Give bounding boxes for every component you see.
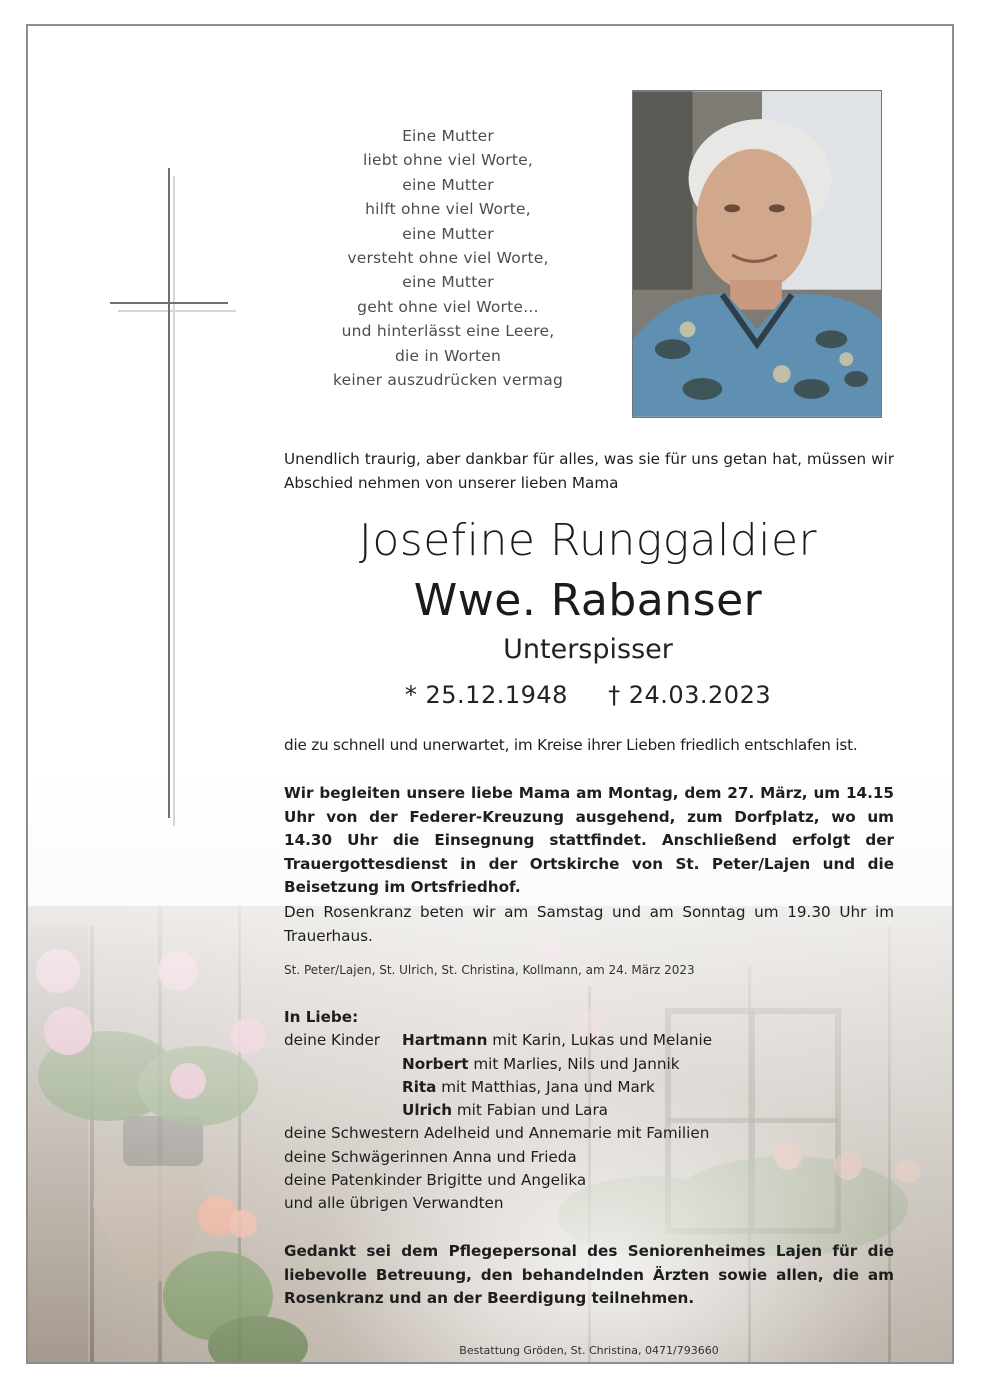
portrait-photo [632, 90, 882, 418]
poem-line: eine Mutter [402, 224, 494, 243]
deceased-married-name: Wwe. Rabanser [413, 575, 763, 626]
funeral-text: Wir begleiten unsere liebe Mama am Montag, dem 27. März, um 14.15 Uhr von der Federer-Kreuzung ausgehend, zum Dorfplatz, wo um 14.30 Uhr die Einsegnung stattfindet. Anschließend erfolgt der Trauergottesdienst in der Ortskirche von St. Peter/Lajen und die Beisetzung im Ortsfriedhof. [284, 784, 894, 896]
child-family: mit Matthias, Jana und Mark [436, 1077, 655, 1096]
child-family: mit Fabian und Lara [452, 1101, 608, 1120]
poem-line: versteht ohne viel Worte, [347, 249, 549, 268]
child-name: Norbert [402, 1054, 469, 1073]
child-family: mit Karin, Lukas und Melanie [487, 1031, 713, 1050]
poem-line: und hinterlässt eine Leere, [341, 322, 555, 341]
obituary-card [26, 24, 954, 1364]
poem-line: eine Mutter [402, 175, 494, 194]
poem-line: keiner auszudrücken vermag [333, 371, 563, 390]
thanks-text: Gedankt sei dem Pflegepersonal des Seniorenheimes Lajen für die liebevolle Betreuung, den behandelnden Ärzten sowie allen, die am Rosenkranz und an der Beerdigung teilnehmen. [284, 1242, 894, 1307]
poem [298, 124, 598, 392]
relative-entry: deine Patenkinder Brigitte und Angelika [284, 1171, 587, 1190]
child-name: Ulrich [402, 1101, 453, 1120]
child-family: mit Marlies, Nils und Jannik [468, 1054, 680, 1073]
passing-text: die zu schnell und unerwartet, im Kreise ihrer Lieben friedlich entschlafen ist. [284, 736, 858, 754]
child-name: Rita [402, 1077, 437, 1096]
child-entry [402, 1076, 655, 1099]
undertaker-info: Bestattung Gröden, St. Christina, 0471/793660 [459, 1344, 719, 1357]
relative-entry: deine Schwestern Adelheid und Annemarie mit Familien [284, 1124, 710, 1143]
poem-line: eine Mutter [402, 273, 494, 292]
cross-icon [168, 168, 170, 818]
poem-line: liebt ohne viel Worte, [362, 151, 534, 170]
deceased-name: Josefine Runggaldier [358, 515, 818, 566]
child-name: Hartmann [402, 1031, 488, 1050]
poem-line: hilft ohne viel Worte, [365, 200, 531, 219]
cross-shadow [173, 176, 175, 826]
relative-entry: deine Schwägerinnen Anna und Frieda [284, 1147, 577, 1166]
poem-line: Eine Mutter [402, 127, 494, 145]
child-entry [402, 1053, 680, 1076]
rosary-text: Den Rosenkranz beten wir am Samstag und am Sonntag um 19.30 Uhr im Trauerhaus. [284, 903, 894, 945]
poem-line: die in Worten [395, 346, 501, 365]
cross-shadow [118, 310, 236, 312]
family-heading: In Liebe: [284, 1008, 359, 1026]
house-name: Unterspisser [503, 634, 673, 665]
place-date: St. Peter/Lajen, St. Ulrich, St. Christina, Kollmann, am 24. März 2023 [284, 963, 695, 977]
child-entry [402, 1099, 608, 1122]
life-dates [238, 678, 938, 712]
birth-date: * 25.12.1948 [404, 681, 568, 709]
death-date: † 24.03.2023 [608, 681, 772, 709]
poem-line: geht ohne viel Worte… [357, 297, 539, 316]
family-list [284, 1006, 894, 1216]
children-label: deine Kinder [284, 1031, 381, 1050]
relative-entry: und alle übrigen Verwandten [284, 1194, 504, 1213]
child-entry [402, 1029, 712, 1052]
cross-icon [110, 302, 228, 304]
intro-text: Unendlich traurig, aber dankbar für alles, was sie für uns getan hat, müssen wir Abschied nehmen von unserer lieben Mama [284, 450, 894, 492]
